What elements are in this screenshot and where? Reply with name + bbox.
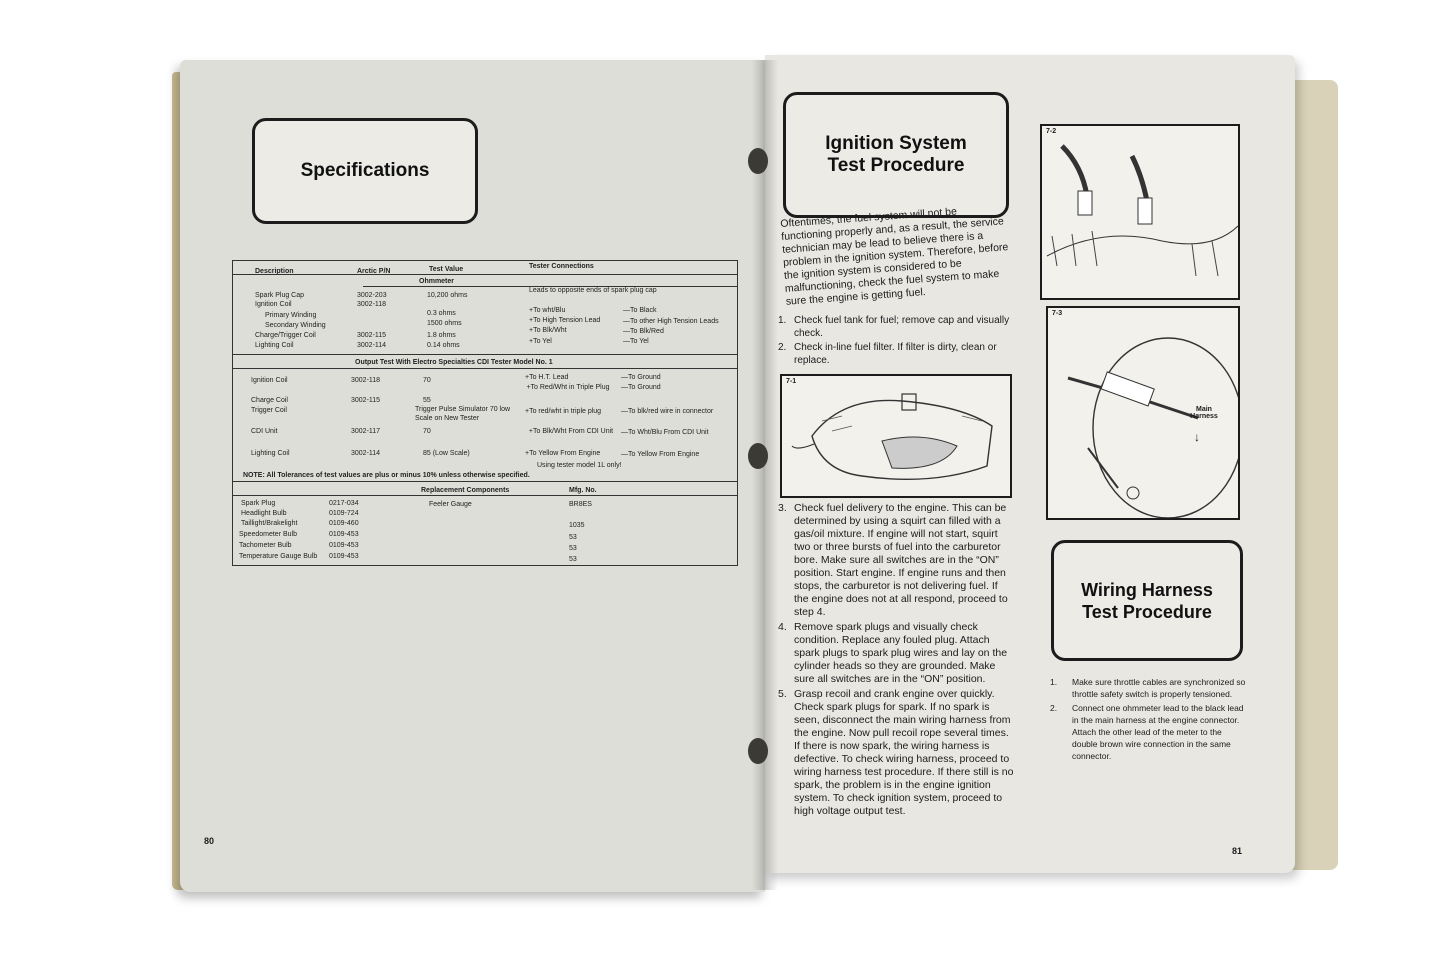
intro-paragraph: Oftentimes, the fuel system will not be functioning properly and, as a result, the service technician may be lead to believe there is a problem in the ignition system. Therefore, before the ignition system is considered to be malfunctioning, check the fuel system to make sure the engine is getting fuel. <box>780 205 1009 308</box>
row-conn: —To Wht/Blu From CDI Unit <box>621 429 709 436</box>
row-val: 0.14 ohms <box>427 342 460 349</box>
row-conn: —To Black <box>623 307 657 314</box>
row-pn: 3002-115 <box>357 332 387 339</box>
step-text: Check fuel tank for fuel; remove cap and visually check. <box>794 315 1010 339</box>
fuel-tank-illustration <box>782 376 1010 496</box>
row-conn: —To Yellow From Engine <box>621 451 700 458</box>
row-desc: Spark Plug Cap <box>255 292 305 299</box>
page-number-right: 81 <box>1232 846 1243 856</box>
row-conn: +To Blk/Wht From CDI Unit <box>528 428 614 435</box>
row-desc: Charge/Trigger Coil <box>255 332 316 339</box>
part-pn: 0109-724 <box>329 510 359 517</box>
table-rule <box>233 368 737 369</box>
row-conn: —To Blk/Red <box>623 328 664 335</box>
step-text: Connect one ohmmeter lead to the black lead in the main harness at the engine connector. Attach the other lead of the meter to the double brown wire connection in the same connector. <box>1072 703 1244 761</box>
section-output-test: Output Test With Electro Specialties CDI Tester Model No. 1 <box>355 359 553 366</box>
list-item <box>778 342 1010 367</box>
page-title: Specifications <box>300 160 430 181</box>
row-pn: 3002-115 <box>351 397 381 404</box>
list-item <box>778 315 1010 340</box>
steps-list-b <box>778 502 1014 820</box>
row-desc: Ignition Coil <box>251 377 288 384</box>
part-pn: 0109-453 <box>329 542 359 549</box>
row-val: 1500 ohms <box>427 320 462 327</box>
row-conn: +To Yellow From Engine <box>525 450 601 457</box>
row-conn: Leads to opposite ends of spark plug cap <box>529 287 657 294</box>
row-desc: Lighting Coil <box>251 450 290 457</box>
row-conn: —To other High Tension Leads <box>623 318 719 325</box>
row-pn: 3002-118 <box>351 377 381 384</box>
table-rule <box>233 274 737 275</box>
row-val: Trigger Pulse Simulator 70 low Scale on New Tester <box>415 406 511 422</box>
row-conn: +To H.T. Lead <box>525 374 569 381</box>
figure-fuel-tank <box>780 374 1012 498</box>
part-desc: Spark Plug <box>241 500 276 507</box>
row-val: 10,200 ohms <box>427 292 468 299</box>
row-pn: 3002-117 <box>351 428 381 435</box>
section-mfg: Mfg. No. <box>569 487 597 494</box>
row-desc: CDI Unit <box>251 428 278 435</box>
part-mfg: 53 <box>569 545 577 552</box>
row-conn: +To Blk/Wht <box>529 327 567 334</box>
row-conn: +To Red/Wht in Triple Plug <box>526 384 610 391</box>
specifications-table <box>232 260 738 566</box>
step-number: 1. <box>778 315 787 326</box>
header-part-number: Arctic P/N <box>357 268 391 275</box>
arrow-down-icon: ↓ <box>1194 430 1200 444</box>
figure-spark-plugs <box>1040 124 1240 300</box>
row-conn: +To Yel <box>529 338 552 345</box>
row-pn: 3002-118 <box>357 301 387 308</box>
part-pn: 0109-453 <box>329 553 359 560</box>
spark-plug-illustration <box>1042 126 1238 298</box>
row-conn: —To Yel <box>623 338 649 345</box>
wiring-steps-list <box>1050 676 1246 764</box>
row-desc: Lighting Coil <box>255 342 294 349</box>
list-item <box>778 621 1014 686</box>
row-val: 85 (Low Scale) <box>423 450 470 457</box>
row-conn: +To red/wht in triple plug <box>525 408 602 415</box>
part-desc: Temperature Gauge Bulb <box>239 553 318 560</box>
row-desc: Trigger Coil <box>251 407 287 414</box>
part-pn: 0109-460 <box>329 520 359 527</box>
title-line: Wiring Harness <box>1081 579 1213 600</box>
row-pn: 3002-114 <box>351 450 381 457</box>
step-text: Check in-line fuel filter. If filter is dirty, clean or replace. <box>794 342 997 366</box>
right-page-edges <box>1290 80 1338 870</box>
binder-hole <box>748 148 768 174</box>
step-number: 5. <box>778 688 787 700</box>
part-mfg: BR8ES <box>569 501 592 508</box>
step-number: 2. <box>1050 703 1058 713</box>
step-text: Remove spark plugs and visually check condition. Replace any fouled plug. Attach spark plugs to spark plug wires and lay on the cylinder heads so they are grounded. Make sure all switches are in the “ON” position. <box>794 621 1008 685</box>
row-val: 0.3 ohms <box>427 310 456 317</box>
book-gutter <box>752 60 778 890</box>
step-text: Check fuel delivery to the engine. This can be determined by using a squirt can filled with a gas/oil mixture. If engine will not start, squirt two or three bursts of fuel into the carburetor bore. Make sure all switches are in the “ON” position. Start engine. If engine runs and then stops, the carburetor is not delivering fuel. If the engine does not at all respond, proceed to step 4. <box>794 502 1008 618</box>
row-desc: Charge Coil <box>251 397 288 404</box>
part-desc: Headlight Bulb <box>241 510 287 517</box>
figure-label: 7-3 <box>1052 310 1063 317</box>
tester-note: Using tester model 1L only! <box>537 462 622 469</box>
part-pn: 0217-034 <box>329 500 359 507</box>
list-item <box>778 688 1014 818</box>
row-pn: 3002-114 <box>357 342 387 349</box>
figure-label: 7-2 <box>1046 128 1057 135</box>
specifications-title <box>252 118 478 224</box>
section-ohmmeter: Ohmmeter <box>419 278 455 285</box>
row-desc: Ignition Coil <box>255 301 292 308</box>
list-item <box>1050 676 1246 700</box>
row-val: 1.8 ohms <box>427 332 456 339</box>
page-number-left: 80 <box>204 836 215 846</box>
part-mfg: 53 <box>569 534 577 541</box>
step-number: 3. <box>778 502 787 514</box>
row-conn: —To Ground <box>621 384 661 391</box>
row-conn: +To High Tension Lead <box>529 317 601 324</box>
step-text: Grasp recoil and crank engine over quickly. Check spark plugs for spark. If no spark is seen, disconnect the main wiring harness from the engine. Now pull recoil rope several times. If there is now spark, the wiring harness is defective. To check wiring harness, proceed to wiring harness test procedure. If there still is no spark, the problem is in the engine ignition system. To check ignition system, proceed to high voltage output test. <box>794 688 1014 817</box>
step-number: 1. <box>1050 677 1058 687</box>
binder-hole <box>748 443 768 469</box>
row-desc: Secondary Winding <box>265 322 326 329</box>
wiring-harness-title <box>1051 540 1243 661</box>
header-test-value: Test Value <box>429 266 464 273</box>
main-harness-label: Main Harness <box>1190 406 1218 420</box>
row-conn: +To wht/Blu <box>529 307 566 314</box>
title-line: Test Procedure <box>1082 601 1212 622</box>
title-line: Test Procedure <box>827 155 965 176</box>
row-desc: Primary Winding <box>265 312 317 319</box>
part-desc: Speedometer Bulb <box>239 531 297 538</box>
step-number: 2. <box>778 342 787 353</box>
step-text: Make sure throttle cables are synchronized so throttle safety switch is properly tensioned. <box>1072 677 1246 699</box>
header-description: Description <box>255 268 294 275</box>
ignition-title <box>783 92 1009 218</box>
table-rule <box>233 481 737 482</box>
binder-hole <box>748 738 768 764</box>
table-rule <box>233 354 737 355</box>
title-line: Ignition System <box>825 133 967 154</box>
list-item <box>778 502 1014 619</box>
row-val: 55 <box>423 397 431 404</box>
part-mfg: 1035 <box>569 522 585 529</box>
row-conn: —To Ground <box>621 374 661 381</box>
part-desc: Tachometer Bulb <box>239 542 292 549</box>
row-val: 70 <box>423 428 431 435</box>
list-item <box>1050 702 1246 762</box>
tolerance-note: NOTE: All Tolerances of test values are plus or minus 10% unless otherwise specified. <box>243 472 530 479</box>
row-val: 70 <box>423 377 431 384</box>
figure-main-harness <box>1046 306 1240 520</box>
figure-label: 7-1 <box>786 378 797 385</box>
part-desc: Taillight/Brakelight <box>241 520 298 527</box>
part-mfg: 53 <box>569 556 577 563</box>
table-rule <box>233 495 737 496</box>
header-tester-connections: Tester Connections <box>529 263 594 270</box>
part-pn: 0109-453 <box>329 531 359 538</box>
section-replacement: Replacement Components <box>421 487 510 494</box>
step-number: 4. <box>778 621 787 633</box>
steps-list-a <box>778 315 1010 369</box>
row-pn: 3002-203 <box>357 292 387 299</box>
part-extra: Feeler Gauge <box>429 501 472 508</box>
row-conn: —To blk/red wire in connector <box>621 408 714 415</box>
